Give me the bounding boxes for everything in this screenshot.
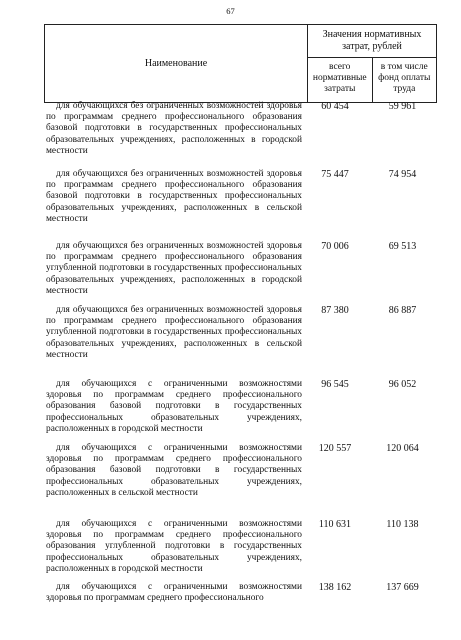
row-description: для обучающихся без ограниченных возможностей здоровья по программам среднего профессионального образования базовой подготовки в государственных профессиональных образовательных учреждениях, расположенных в городской местности: [46, 101, 302, 156]
column-header-wage: [373, 58, 437, 102]
row-wage: 69 513: [388, 241, 417, 252]
table-row: [44, 241, 437, 305]
wage-l1: в том числе: [380, 62, 428, 72]
row-description: для обучающихся без ограниченных возможностей здоровья по программам среднего профессионального образования углубленной подготовки в государственных профессиональных образовательных учреждениях, расположенных в городской местности: [46, 241, 302, 296]
row-wage: 120 064: [386, 443, 419, 454]
table-body: [44, 101, 437, 610]
column-header-name: Наименование: [45, 25, 308, 102]
total-l1: всего: [329, 62, 351, 72]
table-row: [44, 519, 437, 582]
row-description: для обучающихся с ограниченными возможностями здоровья по программам среднего профессионального образования базовой подготовки в государственных профессиональных образовательных учреждениях, расположенных в городской местности: [46, 379, 302, 434]
row-total: 120 557: [318, 443, 352, 454]
row-description: для обучающихся без ограниченных возможностей здоровья по программам среднего профессионального образования углубленной подготовки в государственных профессиональных образовательных учреждениях, расположенных в сельской местности: [46, 305, 302, 360]
table-row: [44, 169, 437, 241]
row-description: для обучающихся без ограниченных возможностей здоровья по программам среднего профессионального образования базовой подготовки в государственных профессиональных образовательных учреждениях, расположенных в сельской местности: [46, 169, 302, 224]
row-wage: 110 138: [386, 519, 419, 530]
table-row: [44, 379, 437, 443]
row-total: 70 006: [321, 241, 349, 252]
values-title-line2: затрат, рублей: [342, 41, 402, 52]
table-row: [44, 582, 437, 610]
row-wage: 96 052: [388, 379, 417, 390]
row-description: для обучающихся с ограниченными возможностями здоровья по программам среднего профессионального образования базовой подготовки в государственных профессиональных образовательных учреждениях, расположенных в сельской местности: [46, 443, 302, 498]
row-description: для обучающихся с ограниченными возможностями здоровья по программам среднего профессионального образования углубленной подготовки в государственных профессиональных образовательных учреждениях, расположенных в городской местности: [46, 519, 302, 574]
page-number: 67: [226, 6, 235, 16]
total-l3: затраты: [324, 84, 356, 94]
row-total: 138 162: [318, 582, 352, 593]
table-row: [44, 101, 437, 169]
wage-l2: фонд оплаты: [378, 73, 431, 83]
row-wage: 59 961: [388, 101, 417, 112]
row-wage: 86 887: [388, 305, 417, 316]
column-header-total: [308, 58, 373, 102]
table-header: [44, 24, 437, 103]
row-total: 60 454: [321, 101, 349, 112]
column-header-values: [308, 25, 436, 58]
row-description: для обучающихся с ограниченными возможностями здоровья по программам среднего профессионального: [46, 582, 302, 604]
table-row: [44, 305, 437, 379]
total-l2: нормативные: [312, 73, 367, 83]
row-total: 110 631: [318, 519, 352, 530]
row-wage: 74 954: [388, 169, 417, 180]
row-total: 75 447: [321, 169, 349, 180]
wage-l3: труда: [393, 84, 416, 94]
row-wage: 137 669: [386, 582, 419, 593]
row-total: 96 545: [321, 379, 349, 390]
table-row: [44, 443, 437, 519]
row-total: 87 380: [321, 305, 349, 316]
values-title-line1: Значения нормативных: [322, 29, 422, 40]
